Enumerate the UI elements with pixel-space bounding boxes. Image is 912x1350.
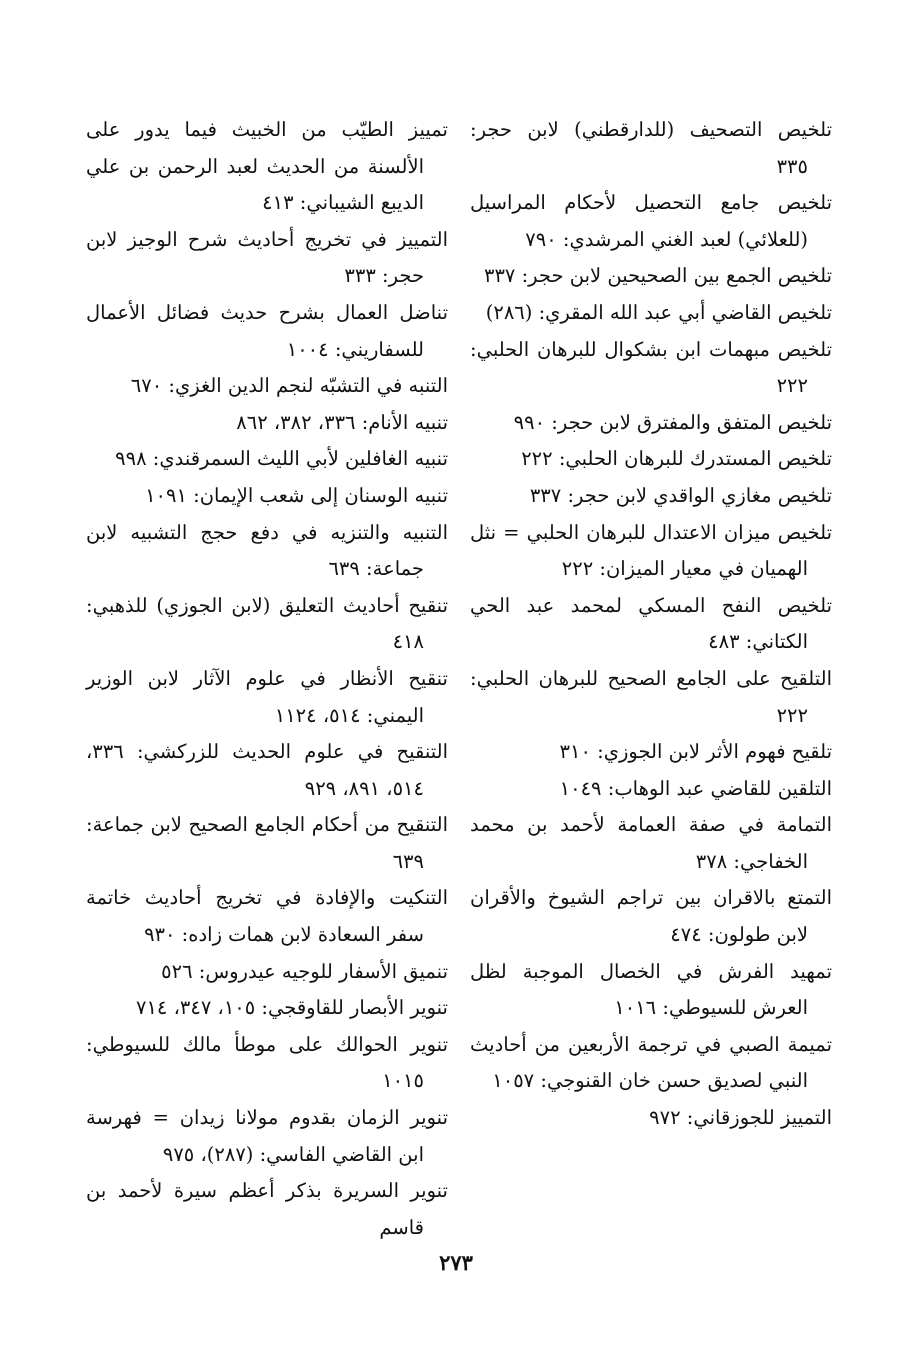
index-entry: تلخيص النفح المسكي لمحمد عبد الحي الكتاني: ٤٨٣ — [470, 593, 832, 654]
index-entry: تلخيص القاضي أبي عبد الله المقري: (٢٨٦) — [485, 300, 832, 324]
index-entry: تلخيص جامع التحصيل لأحكام المراسيل (للعلائي) لعبد الغني المرشدي: ٧٩٠ — [470, 191, 832, 251]
index-entry: تنقيح أحاديث التعليق (لابن الجوزي) للذهبي: ٤١٨ — [86, 593, 448, 654]
index-entry: التلقين للقاضي عبد الوهاب: ١٠٤٩ — [559, 776, 832, 800]
index-entry: تلقيح فهوم الأثر لابن الجوزي: ٣١٠ — [559, 740, 832, 764]
index-entry: تلخيص ميزان الاعتدال للبرهان الحلبي = نثل الهميان في معيار الميزان: ٢٢٢ — [470, 520, 832, 581]
index-entry: تلخيص مغازي الواقدي لابن حجر: ٣٣٧ — [529, 483, 832, 507]
index-entry: تلخيص المستدرك للبرهان الحلبي: ٢٢٢ — [521, 447, 832, 471]
index-entry: التنبه في التشبّه لنجم الدين الغزي: ٦٧٠ — [130, 374, 448, 398]
index-entry: تمييز الطيّب من الخبيث فيما يدور على الألسنة من الحديث لعبد الرحمن بن علي الديبع الشيباني: ٤١٣ — [86, 118, 448, 215]
index-entry: تنوير السريرة بذكر أعظم سيرة لأحمد بن قاسم — [86, 1179, 448, 1239]
page-number: ٢٧٣ — [439, 1250, 473, 1275]
index-entry: تلخيص مبهمات ابن بشكوال للبرهان الحلبي: ٢٢٢ — [470, 337, 832, 398]
index-entry: التمييز للجوزقاني: ٩٧٢ — [649, 1106, 832, 1130]
index-column-right — [470, 112, 832, 1137]
index-entry: تنوير الحوالك على موطأ مالك للسيوطي: ١٠١٥ — [86, 1032, 448, 1093]
index-entry: تلخيص الجمع بين الصحيحين لابن حجر: ٣٣٧ — [483, 264, 832, 288]
index-entry: تلخيص التصحيف (للدارقطني) لابن حجر: ٣٣٥ — [470, 118, 832, 178]
index-entry: التمامة في صفة العمامة لأحمد بن محمد الخفاجي: ٣٧٨ — [470, 813, 832, 873]
index-entry: التنقيح في علوم الحديث للزركشي: ٣٣٦، ٥١٤، ٨٩١، ٩٢٩ — [86, 740, 448, 800]
index-entry: تنبيه الأنام: ٣٣٦، ٣٨٢، ٨٦٢ — [236, 410, 448, 434]
index-entry: التنبيه والتنزيه في دفع حجج التشبيه لابن جماعة: ٦٣٩ — [86, 520, 448, 581]
index-entry: تنقيح الأنظار في علوم الآثار لابن الوزير اليمني: ٥١٤، ١١٢٤ — [86, 666, 448, 727]
index-entry: التمتع بالاقران بين تراجم الشيوخ والأقران لابن طولون: ٤٧٤ — [470, 886, 832, 947]
index-entry: تنميق الأسفار للوجيه عيدروس: ٥٢٦ — [161, 959, 448, 983]
index-entry: تنوير الأبصار للقاوقجي: ١٠٥، ٣٤٧، ٧١٤ — [135, 996, 448, 1020]
index-entry: تناضل العمال بشرح حديث فضائل الأعمال للسفاريني: ١٠٠٤ — [86, 300, 448, 361]
index-entry: التمييز في تخريج أحاديث شرح الوجيز لابن حجر: ٣٣٣ — [86, 227, 448, 288]
index-entry: تميمة الصبي في ترجمة الأربعين من أحاديث النبي لصديق حسن خان القنوجي: ١٠٥٧ — [470, 1032, 832, 1093]
index-entry: التنقيح من أحكام الجامع الصحيح لابن جماعة: ٦٣٩ — [86, 813, 448, 873]
index-entry: تنبيه الوسنان إلى شعب الإيمان: ١٠٩١ — [145, 483, 448, 507]
index-entry: تنوير الزمان بقدوم مولانا زيدان = فهرسة ابن القاضي الفاسي: (٢٨٧)، ٩٧٥ — [86, 1106, 448, 1166]
index-entry: التنكيت والإفادة في تخريج أحاديث خاتمة سفر السعادة لابن همات زاده: ٩٣٠ — [86, 886, 448, 947]
index-entry: تمهيد الفرش في الخصال الموجبة لظل العرش للسيوطي: ١٠١٦ — [470, 959, 832, 1020]
index-entry: التلقيح على الجامع الصحيح للبرهان الحلبي: ٢٢٢ — [470, 666, 832, 727]
index-entry: تلخيص المتفق والمفترق لابن حجر: ٩٩٠ — [513, 410, 832, 434]
index-column-left — [86, 112, 448, 1246]
index-entry: تنبيه الغافلين لأبي الليث السمرقندي: ٩٩٨ — [115, 447, 448, 471]
